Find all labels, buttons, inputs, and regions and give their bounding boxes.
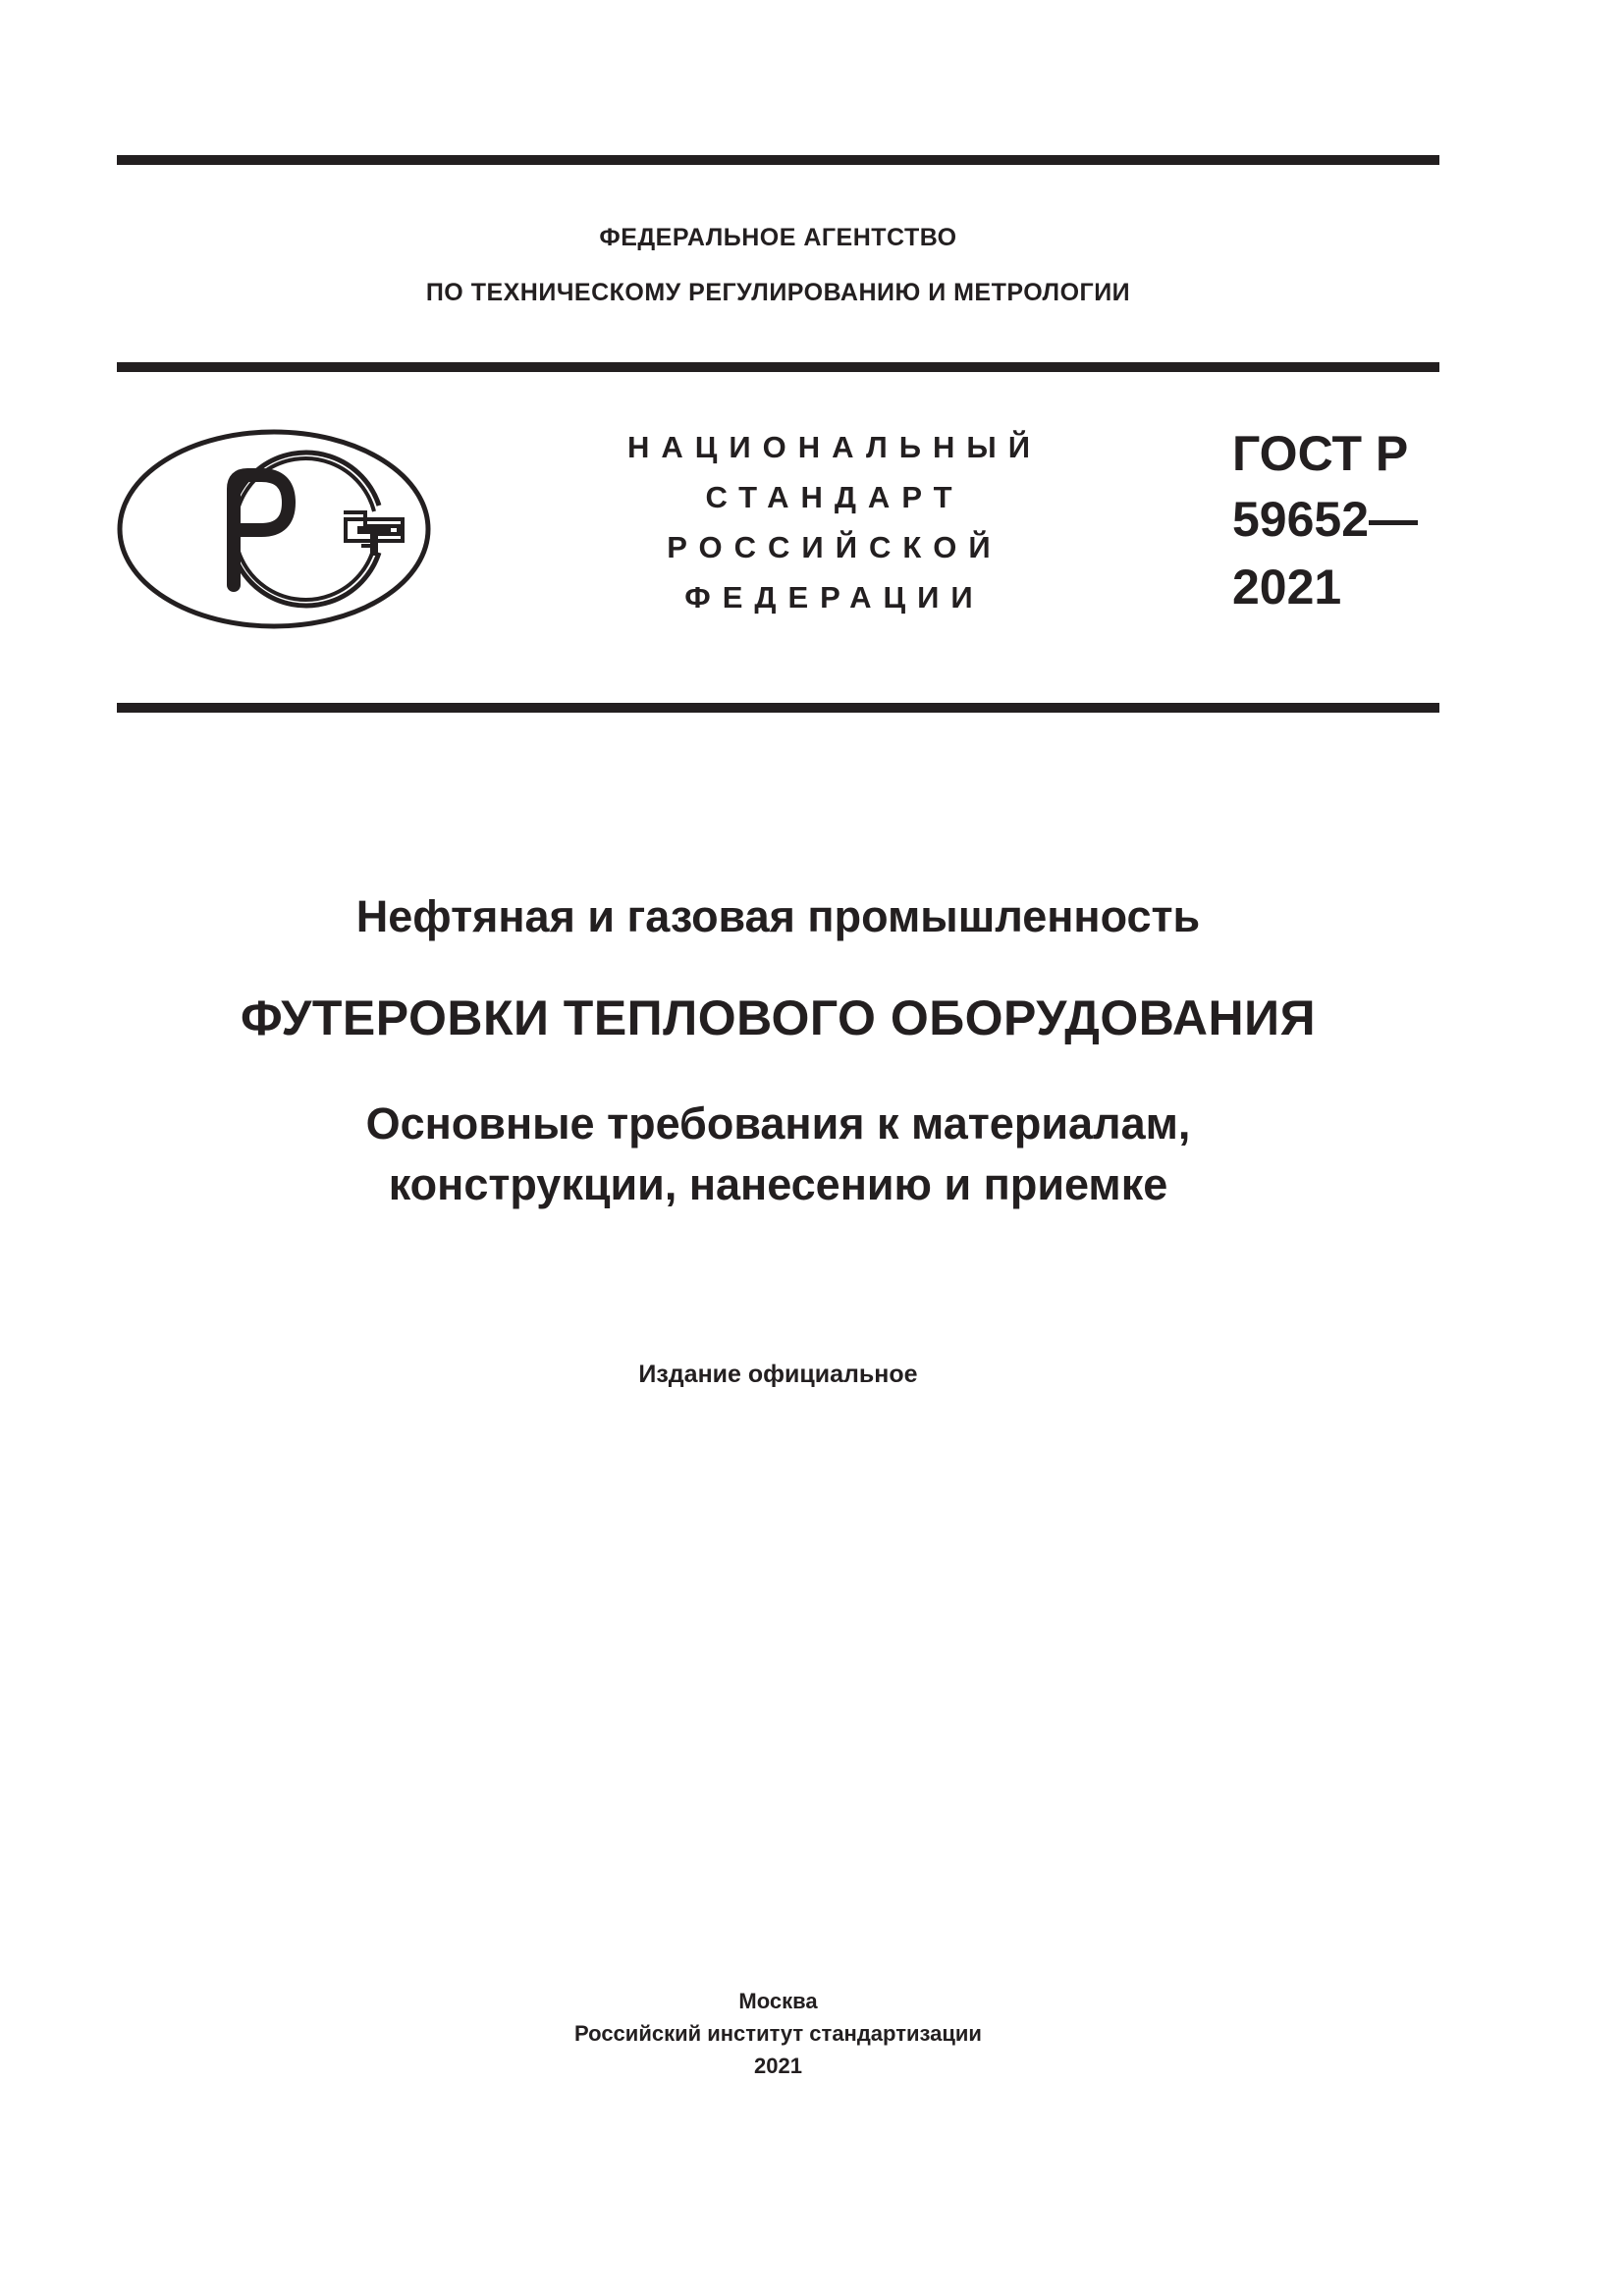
agency-name-line-2: ПО ТЕХНИЧЕСКОМУ РЕГУЛИРОВАНИЮ И МЕТРОЛОГИИ xyxy=(425,279,1131,306)
standard-type-line-2: СТАНДАРТ xyxy=(705,480,964,514)
standard-type-line-1: НАЦИОНАЛЬНЫЙ xyxy=(626,430,1043,464)
industry-title: Нефтяная и газовая промышленность xyxy=(355,891,1201,941)
standard-designation-line-2: 59652— xyxy=(1232,492,1419,547)
standard-designation-line-3: 2021 xyxy=(1232,560,1342,614)
standard-type-line-4: ФЕДЕРАЦИИ xyxy=(684,580,985,614)
publisher-city: Москва xyxy=(738,1989,818,2013)
edition-label: Издание официальное xyxy=(638,1361,918,1388)
logo-rule xyxy=(117,703,1439,713)
subject-title-line-1: Основные требования к материалам, xyxy=(365,1098,1191,1148)
header-rule xyxy=(117,362,1439,372)
top-rule xyxy=(117,155,1439,165)
rst-certification-mark-icon xyxy=(116,428,432,630)
agency-name-line-1: ФЕДЕРАЛЬНОЕ АГЕНТСТВО xyxy=(599,224,957,251)
main-title: ФУТЕРОВКИ ТЕПЛОВОГО ОБОРУДОВАНИЯ xyxy=(240,990,1317,1045)
publisher-name: Российский институт стандартизации xyxy=(574,2021,982,2046)
subject-title-line-2: конструкции, нанесению и приемке xyxy=(388,1159,1168,1209)
publication-year: 2021 xyxy=(754,2054,802,2078)
standard-designation-line-1: ГОСТ Р xyxy=(1232,426,1409,481)
standard-type-line-3: РОССИЙСКОЙ xyxy=(667,530,1002,564)
